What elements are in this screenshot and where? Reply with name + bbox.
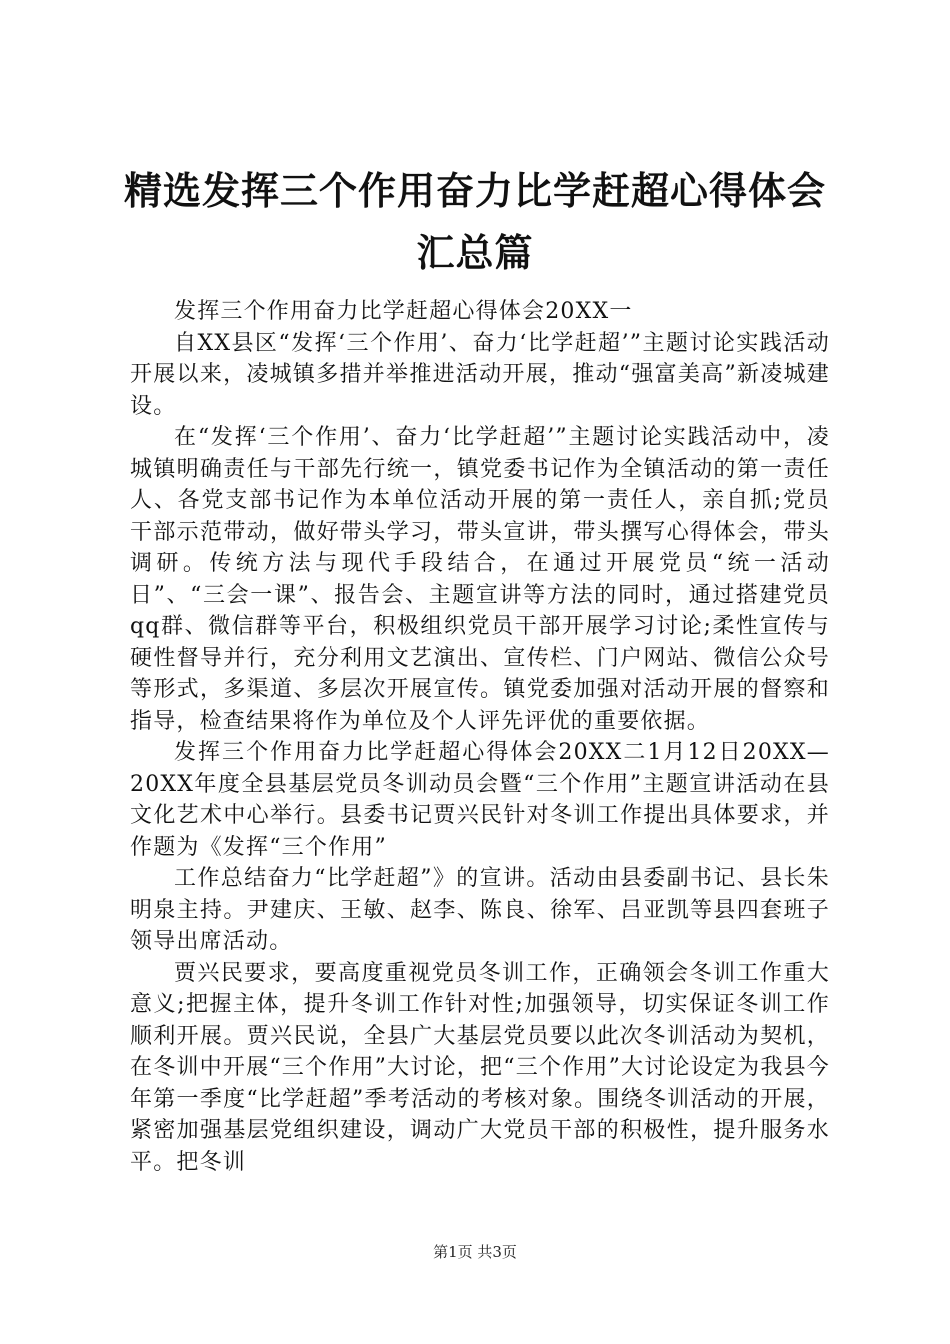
paragraph: 发挥三个作用奋力比学赶超心得体会20XX一 — [174, 299, 633, 324]
paragraph: 在“发挥‘三个作用’、奋力‘比学赶超’”主题讨论实践活动中，凌城镇明确责任与干部先行统一，镇党委书记作为全镇活动的第一责任人、各党支部书记作为本单位活动开展的第一责任人，亲自抓;党员干部示范带动，做好带头学习，带头宣讲，带头撰写心得体会，带头调研。传统方法与现代手段结合，在通过开展党员“统一活动日”、“三会一课”、报告会、主题宣讲等方法的同时，通过搭建党员qq群、微信群等平台，积极组织党员干部开展学习讨论;柔性宣传与硬性督导并行，充分利用文艺演出、宣传栏、门户网站、微信公众号等形式，多渠道、多层次开展宣传。镇党委加强对活动开展的督察和指导，检查结果将作为单位及个人评先评优的重要依据。 — [130, 425, 830, 734]
paragraph: 自XX县区“发挥‘三个作用’、奋力‘比学赶超’”主题讨论实践活动开展以来，凌城镇多措并举推进活动开展，推动“强富美高”新凌城建设。 — [130, 330, 830, 419]
document-body — [130, 296, 830, 1178]
paragraph: 贾兴民要求，要高度重视党员冬训工作，正确领会冬训工作重大意义;把握主体，提升冬训工作针对性;加强领导，切实保证冬训工作顺利开展。贾兴民说，全县广大基层党员要以此次冬训活动为契机，在冬训中开展“三个作用”大讨论，把“三个作用”大讨论设定为我县今年第一季度“比学赶超”季考活动的考核对象。围绕冬训活动的开展，紧密加强基层党组织建设，调动广大党员干部的积极性，提升服务水平。把冬训 — [130, 960, 830, 1175]
paragraph: 发挥三个作用奋力比学赶超心得体会20XX二1月12日20XX—20XX年度全县基层党员冬训动员会暨“三个作用”主题宣讲活动在县文化艺术中心举行。县委书记贾兴民针对冬训工作提出具体要求，并作题为《发挥“三个作用” — [130, 740, 830, 860]
document-title: 精选发挥三个作用奋力比学赶超心得体会汇总篇 — [123, 169, 826, 275]
page-number-footer: 第1页 共3页 — [433, 1243, 517, 1261]
paragraph: 工作总结奋力“比学赶超”》的宣讲。活动由县委副书记、县长朱明泉主持。尹建庆、王敏、赵李、陈良、徐军、吕亚凯等县四套班子领导出席活动。 — [130, 866, 830, 954]
